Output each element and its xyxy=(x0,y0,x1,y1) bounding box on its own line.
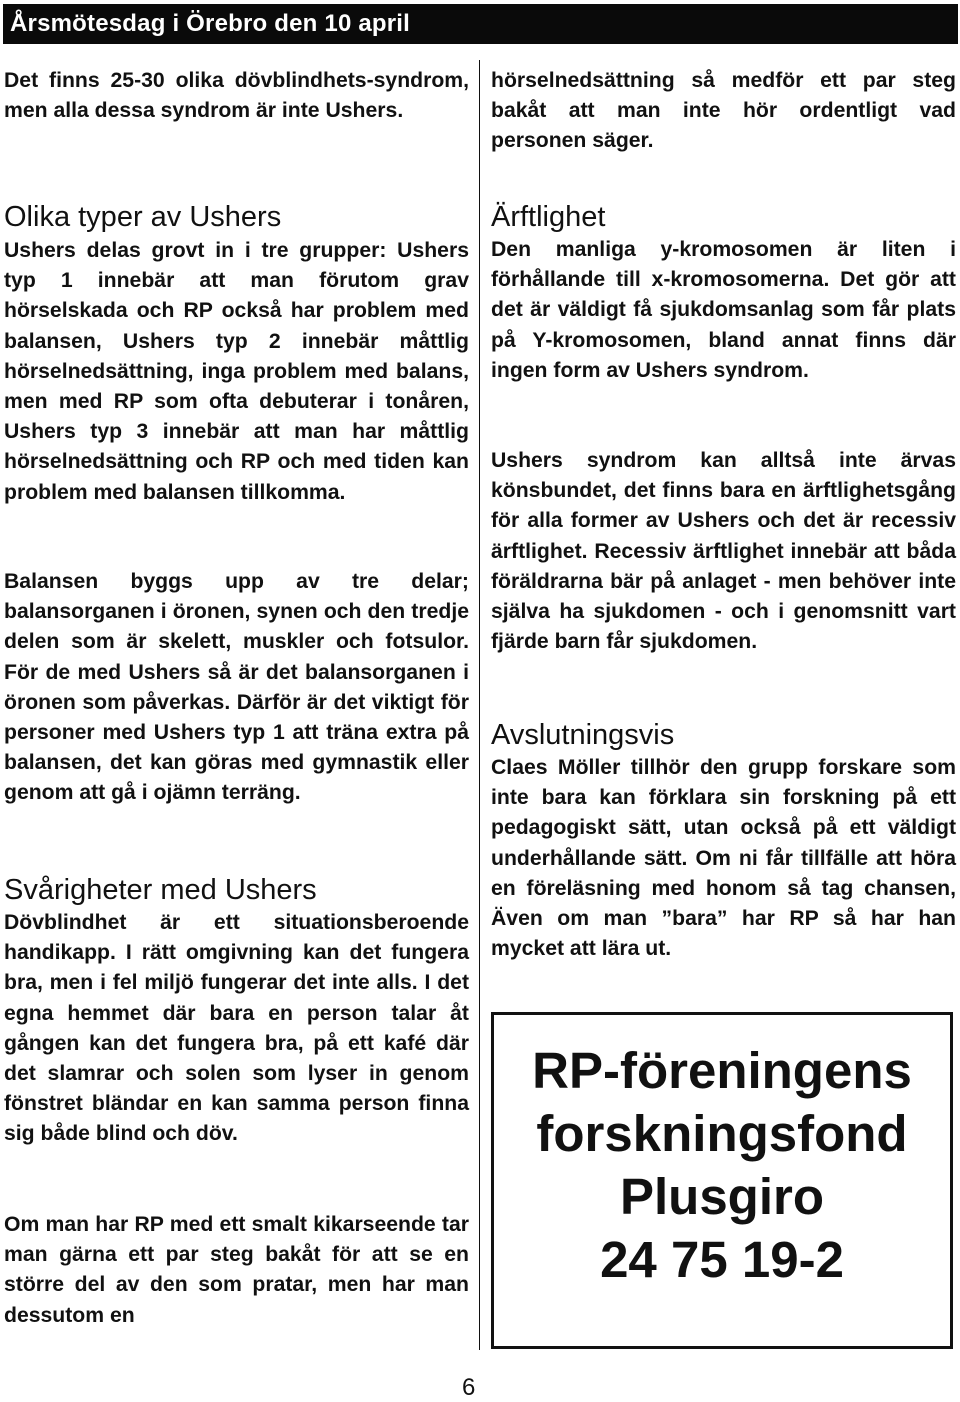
fund-name-line-2: forskningsfond xyxy=(536,1105,908,1162)
intro-paragraph: Det finns 25-30 olika dövblindhets-syndrom, men alla dessa syndrom är inte Ushers. xyxy=(4,69,469,123)
heredity-paragraph-2: Ushers syndrom kan alltså inte ärvas könsbundet, det finns bara en ärftlighetsgång för alla former av Ushers och det är recessiv ärftlighet. Recessiv ärftlighet innebär att båda föräldrarna bär på anlaget - men behöver inte själva ha sjukdomen - och i genomsnitt vart fjärde barn får sjukdomen. xyxy=(491,449,956,654)
difficulties-paragraph: Dövblindhet är ett situationsberoende handikapp. I rätt omgivning kan det fungera bra, men i fel miljö fungerar det inte alls. I det egna hemmet där bara en person talar åt gången kan det fungera bra, på ett kafé där det slamrar och solen som lyser in genom fönstret bländar en kan samma person finna sig både blind och döv. xyxy=(4,911,469,1146)
rp-vision-paragraph: Om man har RP med ett smalt kikarseende tar man gärna ett par steg bakåt för att se en större del av den som pratar, men har man dessutom en xyxy=(4,1213,469,1327)
plusgiro-label: Plusgiro xyxy=(619,1168,825,1225)
header-bar xyxy=(3,4,958,44)
heredity-paragraph-1: Den manliga y-kromosomen är liten i förhållande till x-kromosomerna. Det gör att det är väldigt få sjukdomsanlag som får plats på Y-kromosomen, bland annat finns där ingen form av Ushers syndrom. xyxy=(491,238,956,382)
balance-paragraph: Balansen byggs upp av tre delar; balansorganen i öronen, synen och den tredje delen som är skelett, muskler och fotsulor. För de med Ushers så är det balansorganen i öronen som påverkas. Därför är det viktigt för personer med Ushers typ 1 att träna extra på balansen, det kan göras med gymnastik eller genom att gå i ojämn terräng. xyxy=(4,570,469,805)
page-number: 6 xyxy=(462,1374,476,1401)
header-title: Årsmötesdag i Örebro den 10 april xyxy=(10,10,411,37)
research-fund-box xyxy=(491,1012,953,1349)
fund-name-line-1: RP-föreningens xyxy=(532,1042,912,1099)
conclusion-paragraph: Claes Möller tillhör den grupp forskare som inte bara kan förklara sin forskning på ett pedagogiskt sätt, utan också på ett väldigt underhållande sätt. Om ni får tillfälle att höra en föreläsning med honom så tag chansen, Även om man ”bara” har RP så har han mycket att lära ut. xyxy=(491,756,956,961)
continuation-paragraph: hörselnedsättning så medför ett par steg bakåt att man inte hör ordentligt vad personen säger. xyxy=(491,69,956,153)
section-heading-difficulties: Svårigheter med Ushers xyxy=(4,874,317,906)
plusgiro-number: 24 75 19-2 xyxy=(600,1231,844,1288)
column-divider xyxy=(479,60,480,1350)
ushers-types-paragraph: Ushers delas grovt in i tre grupper: Ushers typ 1 innebär att man förutom grav hörselskada och RP också har problem med balansen, Ushers typ 2 innebär måttlig hörselnedsättning, inga problem med balans, men med RP som ofta debuterar i tonåren, Ushers typ 3 innebär att man har måttlig hörselnedsättning och RP och med tiden kan problem med balansen tillkomma. xyxy=(4,239,469,504)
section-heading-conclusion: Avslutningsvis xyxy=(491,719,675,751)
section-heading-heredity: Ärftlighet xyxy=(491,201,606,233)
section-heading-ushers-types: Olika typer av Ushers xyxy=(4,201,282,233)
